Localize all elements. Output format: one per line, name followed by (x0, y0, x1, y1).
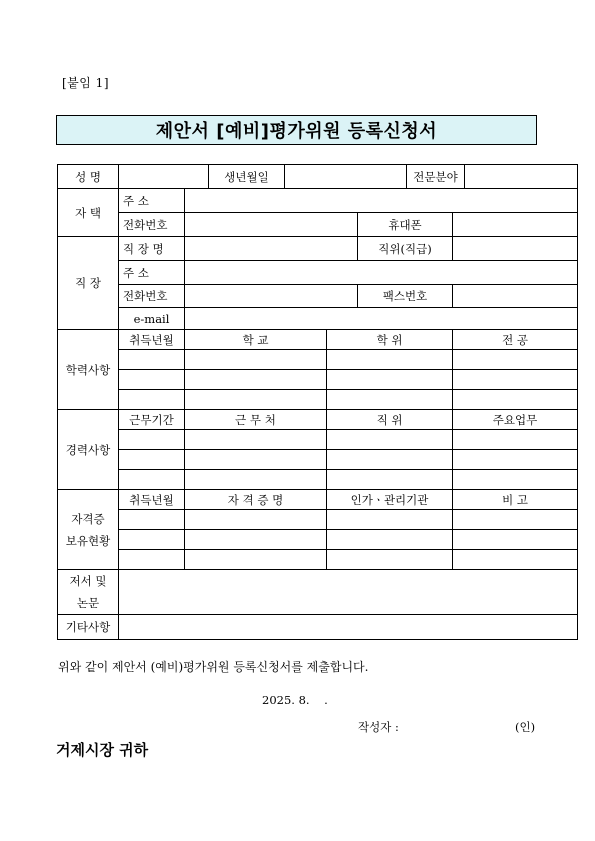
education-header-school: 학 교 (185, 330, 327, 350)
other-field[interactable] (119, 615, 578, 640)
career-cell[interactable] (185, 470, 327, 490)
education-header-major: 전 공 (453, 330, 578, 350)
career-cell[interactable] (119, 470, 185, 490)
education-cell[interactable] (453, 390, 578, 410)
work-address-field[interactable] (185, 261, 578, 285)
education-cell[interactable] (327, 390, 453, 410)
home-address-field[interactable] (185, 189, 578, 213)
cert-cell[interactable] (119, 550, 185, 570)
education-cell[interactable] (119, 350, 185, 370)
email-label: e-mail (119, 308, 185, 330)
education-cell[interactable] (185, 390, 327, 410)
submission-statement: 위와 같이 제안서 (예비)평가위원 등록신청서를 제출합니다. (58, 660, 369, 674)
author-label: 작성자 : (358, 720, 399, 734)
career-header-position: 직 위 (327, 410, 453, 430)
career-label: 경력사항 (58, 410, 119, 490)
career-header-workplace: 근 무 처 (185, 410, 327, 430)
career-cell[interactable] (185, 430, 327, 450)
cert-cell[interactable] (185, 530, 327, 550)
career-cell[interactable] (453, 430, 578, 450)
cert-cell[interactable] (453, 550, 578, 570)
education-header-date: 취득년월 (119, 330, 185, 350)
email-field[interactable] (185, 308, 578, 330)
career-cell[interactable] (327, 450, 453, 470)
mobile-field[interactable] (453, 213, 578, 237)
education-cell[interactable] (119, 370, 185, 390)
birth-field[interactable] (285, 165, 407, 189)
work-phone-field[interactable] (185, 285, 358, 308)
work-address-label: 주 소 (119, 261, 185, 285)
home-phone-label: 전화번호 (119, 213, 185, 237)
registration-form-table (57, 164, 578, 640)
career-cell[interactable] (453, 450, 578, 470)
cert-cell[interactable] (453, 530, 578, 550)
addressee: 거제시장 귀하 (56, 741, 149, 759)
work-name-label: 직 장 명 (119, 237, 185, 261)
education-header-degree: 학 위 (327, 330, 453, 350)
position-label: 직위(직급) (358, 237, 453, 261)
books-label (58, 570, 119, 615)
fax-label: 팩스번호 (358, 285, 453, 308)
workplace-label: 직 장 (58, 237, 119, 330)
work-phone-label: 전화번호 (119, 285, 185, 308)
education-cell[interactable] (119, 390, 185, 410)
career-cell[interactable] (327, 470, 453, 490)
education-cell[interactable] (185, 370, 327, 390)
position-field[interactable] (453, 237, 578, 261)
cert-cell[interactable] (327, 530, 453, 550)
education-cell[interactable] (327, 370, 453, 390)
cert-cell[interactable] (185, 550, 327, 570)
career-cell[interactable] (119, 430, 185, 450)
career-header-duties: 주요업무 (453, 410, 578, 430)
education-cell[interactable] (327, 350, 453, 370)
career-cell[interactable] (327, 430, 453, 450)
cert-header-remarks: 비 고 (453, 490, 578, 510)
other-label: 기타사항 (58, 615, 119, 640)
books-label-line2: 논문 (76, 596, 100, 610)
home-label: 자 택 (58, 189, 119, 237)
form-title-box (56, 115, 537, 145)
cert-header-name: 자 격 증 명 (185, 490, 327, 510)
cert-header-authority: 인가ㆍ관리기관 (327, 490, 453, 510)
career-cell[interactable] (185, 450, 327, 470)
specialty-label: 전문분야 (407, 165, 465, 189)
cert-label (58, 490, 119, 570)
cert-header-date: 취득년월 (119, 490, 185, 510)
books-field[interactable] (119, 570, 578, 615)
work-name-field[interactable] (185, 237, 358, 261)
name-label: 성 명 (58, 165, 119, 189)
fax-field[interactable] (453, 285, 578, 308)
books-label-line1: 저서 및 (69, 574, 107, 588)
name-field[interactable] (119, 165, 209, 189)
career-cell[interactable] (119, 450, 185, 470)
cert-cell[interactable] (119, 530, 185, 550)
education-label: 학력사항 (58, 330, 119, 410)
career-header-period: 근무기간 (119, 410, 185, 430)
education-cell[interactable] (185, 350, 327, 370)
cert-cell[interactable] (327, 550, 453, 570)
education-cell[interactable] (453, 370, 578, 390)
form-title: 제안서 [예비]평가위원 등록신청서 (155, 121, 438, 142)
cert-cell[interactable] (327, 510, 453, 530)
career-cell[interactable] (453, 470, 578, 490)
attachment-label: [붙임 1] (62, 76, 109, 90)
birth-label: 생년월일 (209, 165, 285, 189)
education-cell[interactable] (453, 350, 578, 370)
home-address-label: 주 소 (119, 189, 185, 213)
mobile-label: 휴대폰 (358, 213, 453, 237)
specialty-field[interactable] (465, 165, 578, 189)
seal-mark: (인) (515, 720, 536, 734)
cert-cell[interactable] (119, 510, 185, 530)
cert-label-line2: 보유현황 (65, 533, 111, 548)
submission-date: 2025. 8. . (262, 693, 328, 707)
cert-cell[interactable] (453, 510, 578, 530)
cert-cell[interactable] (185, 510, 327, 530)
cert-label-line1: 자격증 (71, 511, 105, 526)
home-phone-field[interactable] (185, 213, 358, 237)
